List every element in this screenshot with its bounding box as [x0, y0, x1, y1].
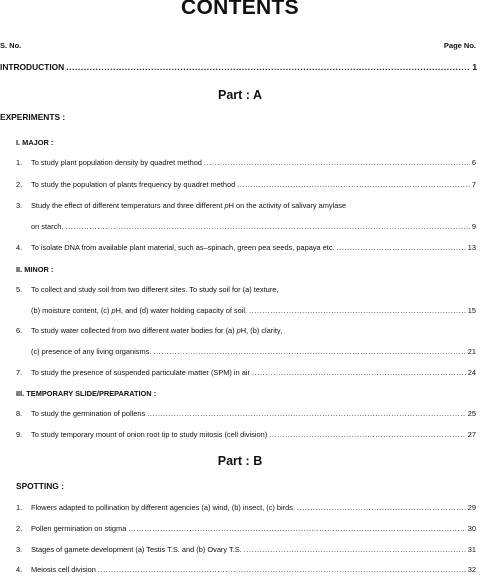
dot-leader [147, 409, 466, 419]
toc-entry-title: Pollen germination on stigma [31, 524, 127, 533]
toc-entry-page: 25 [467, 409, 476, 418]
toc-entry[interactable] [16, 368, 476, 378]
toc-entry-title: To study the population of plants frequency by quadret method [31, 180, 236, 189]
toc-entry-title: (c) presence of any living organisms. [31, 347, 152, 356]
dot-leader [65, 222, 469, 232]
toc-entry-line1[interactable] [16, 201, 346, 211]
spotting-heading: SPOTTING : [16, 481, 64, 491]
toc-entry-line1[interactable] [16, 285, 278, 295]
toc-entry-title: To study temporary mount of onion root tip to study mitosis (cell division) [31, 430, 268, 439]
toc-entry-page: 31 [467, 545, 476, 554]
dot-leader [204, 158, 470, 168]
toc-entry-page: 27 [467, 430, 476, 439]
toc-entry[interactable] [16, 180, 476, 190]
toc-entry-title: To isolate DNA from available plant material, such as–spinach, green pea seeds, papaya etc. [31, 243, 335, 252]
part-a-heading: Part : A [218, 88, 262, 102]
toc-entry-title-cont: H on the activity of salivary amylase [228, 201, 347, 210]
toc-entry-line2[interactable] [31, 222, 476, 232]
page-title: CONTENTS [181, 0, 299, 19]
dot-leader [153, 347, 465, 357]
pageno-header: Page No. [443, 41, 476, 50]
toc-entry[interactable] [16, 524, 476, 534]
toc-entry-line1[interactable] [16, 326, 282, 336]
toc-entry-page: 13 [467, 243, 476, 252]
toc-entry-page: 9 [471, 222, 476, 231]
toc-entry-italic: p [236, 326, 241, 335]
toc-entry-page: 29 [467, 503, 476, 512]
toc-entry-title: To collect and study soil from two different sites. To study soil for (a) texture, [31, 285, 279, 294]
toc-entry[interactable] [16, 545, 476, 555]
toc-entry-number: 8. [16, 409, 23, 418]
toc-entry-title: To study the germination of pollens [31, 409, 146, 418]
toc-entry-number: 1. [16, 158, 23, 167]
toc-entry-line2[interactable] [31, 306, 476, 316]
toc-entry-number: 2. [16, 524, 23, 533]
toc-entry-number: 4. [16, 565, 23, 574]
toc-entry-number: 2. [16, 180, 23, 189]
toc-entry[interactable] [16, 243, 476, 253]
toc-entry-title: To study plant population density by quadret method [31, 158, 202, 167]
major-heading: I. MAJOR : [16, 138, 54, 147]
toc-entry-label: INTRODUCTION [0, 62, 65, 72]
toc-entry-italic: p [224, 201, 229, 210]
toc-entry-number: 4. [16, 243, 23, 252]
dot-leader [66, 62, 470, 72]
toc-entry-number: 5. [16, 285, 23, 294]
toc-entry-page: 21 [467, 347, 476, 356]
toc-entry-number: 3. [16, 201, 23, 210]
toc-entry-page: 1 [472, 62, 477, 72]
temporary-slide-heading: III. TEMPORARY SLIDE/PREPARATION : [16, 389, 157, 398]
toc-entry-number: 3. [16, 545, 23, 554]
toc-entry[interactable] [16, 503, 476, 513]
dot-leader [249, 306, 466, 316]
toc-entry-introduction[interactable] [0, 62, 477, 72]
dot-leader [252, 368, 466, 378]
sno-header: S. No. [0, 41, 22, 50]
dot-leader [237, 180, 470, 190]
toc-entry-title: To study water collected from two different water bodies for (a) [31, 326, 237, 335]
dot-leader [269, 430, 466, 440]
toc-entry-title: Stages of gamete development (a) Testis T.S. and (b) Ovary T.S. [31, 545, 242, 554]
toc-entry-number: 6. [16, 326, 23, 335]
toc-entry-title: To study the presence of suspended particulate matter (SPM) in air [31, 368, 250, 377]
toc-entry-title-cont: H, (b) clarity, [240, 326, 283, 335]
experiments-heading: EXPERIMENTS : [0, 112, 66, 122]
toc-entry[interactable] [16, 409, 476, 419]
dot-leader [98, 565, 466, 575]
dot-leader [297, 503, 466, 513]
toc-entry-number: 1. [16, 503, 23, 512]
toc-entry-page: 6 [471, 158, 476, 167]
toc-entry-page: 24 [467, 368, 476, 377]
toc-entry-page: 7 [471, 180, 476, 189]
toc-entry-title: Study the effect of different temperaturs and three different [31, 201, 225, 210]
toc-entry-title: (b) moisture content, (c) pH, and (d) water holding capacity of soil. [31, 306, 248, 315]
part-b-heading: Part : B [217, 454, 263, 468]
toc-entry[interactable] [16, 158, 476, 168]
toc-entry-title: Meiosis cell division [31, 565, 96, 574]
toc-entry-page: 32 [467, 565, 476, 574]
toc-entry-number: 7. [16, 368, 23, 377]
toc-entry-number: 9. [16, 430, 23, 439]
dot-leader [244, 545, 466, 555]
toc-entry[interactable] [16, 565, 476, 575]
dot-leader [337, 243, 466, 253]
minor-heading: II. MINOR : [16, 265, 54, 274]
toc-entry-page: 15 [467, 306, 476, 315]
toc-entry-line2[interactable] [31, 347, 476, 357]
toc-entry-page: 30 [467, 524, 476, 533]
dot-leader [128, 524, 465, 534]
toc-entry-title: Flowers adapted to pollination by different agencies (a) wind, (b) insect, (c) birds. [31, 503, 296, 512]
toc-entry-title: on starch. [31, 222, 64, 231]
toc-entry[interactable] [16, 430, 476, 440]
